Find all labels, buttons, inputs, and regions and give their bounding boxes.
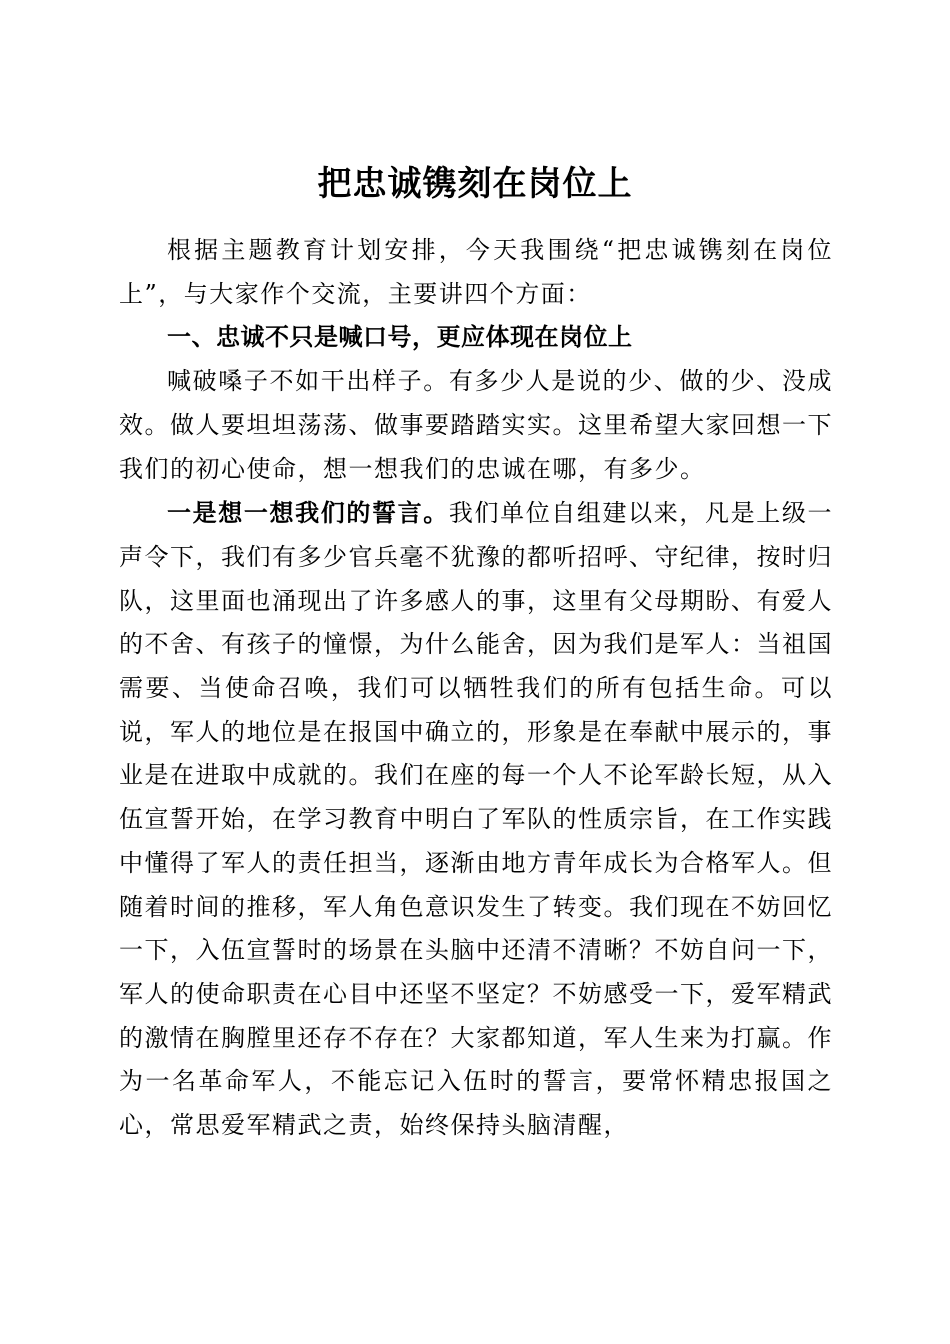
paragraph-body-text: 我们单位自组建以来，凡是上级一声令下，我们有多少官兵毫不犹豫的都听招呼、守纪律，按时归队，这里面也涌现出了许多感人的事，这里有父母期盼、有爱人的不舍、有孩子的憧憬，为什么能舍，因为我们是军人：当祖国需要、当使命召唤，我们可以牺牲我们的所有包括生命。可以说，军人的地位是在报国中确立的，形象是在奉献中展示的，事业是在进取中成就的。我们在座的每一个人不论军龄长短，从入伍宣誓开始，在学习教育中明白了军队的性质宗旨，在工作实践中懂得了军人的责任担当，逐渐由地方青年成长为合格军人。但随着时间的推移，军人角色意识发生了转变。我们现在不妨回忆一下，入伍宣誓时的场景在头脑中还清不清晰？不妨自问一下，军人的使命职责在心目中还坚不坚定？不妨感受一下，爱军精武的激情在胸膛里还存不存在？大家都知道，军人生来为打赢。作为一名革命军人，不能忘记入伍时的誓言，要常怀精忠报国之心，常思爱军精武之责，始终保持头脑清醒， [119,499,834,1140]
intro-paragraph: 根据主题教育计划安排，今天我围绕“把忠诚镌刻在岗位上”，与大家作个交流，主要讲四个方面： [119,236,833,308]
body-paragraph-with-lead [119,491,833,1148]
body-paragraph: 喊破嗓子不如干出样子。有多少人是说的少、做的少、没成效。做人要坦坦荡荡、做事要踏踏实实。这里希望大家回想一下我们的初心使命，想一想我们的忠诚在哪，有多少。 [119,367,833,483]
document-body [119,229,833,1148]
paragraph-lead-sentence: 一是想一想我们的誓言。 [167,498,449,528]
document-title: 把忠诚镌刻在岗位上 [317,163,633,204]
section-heading: 一、忠诚不只是喊口号，更应体现在岗位上 [167,323,633,352]
